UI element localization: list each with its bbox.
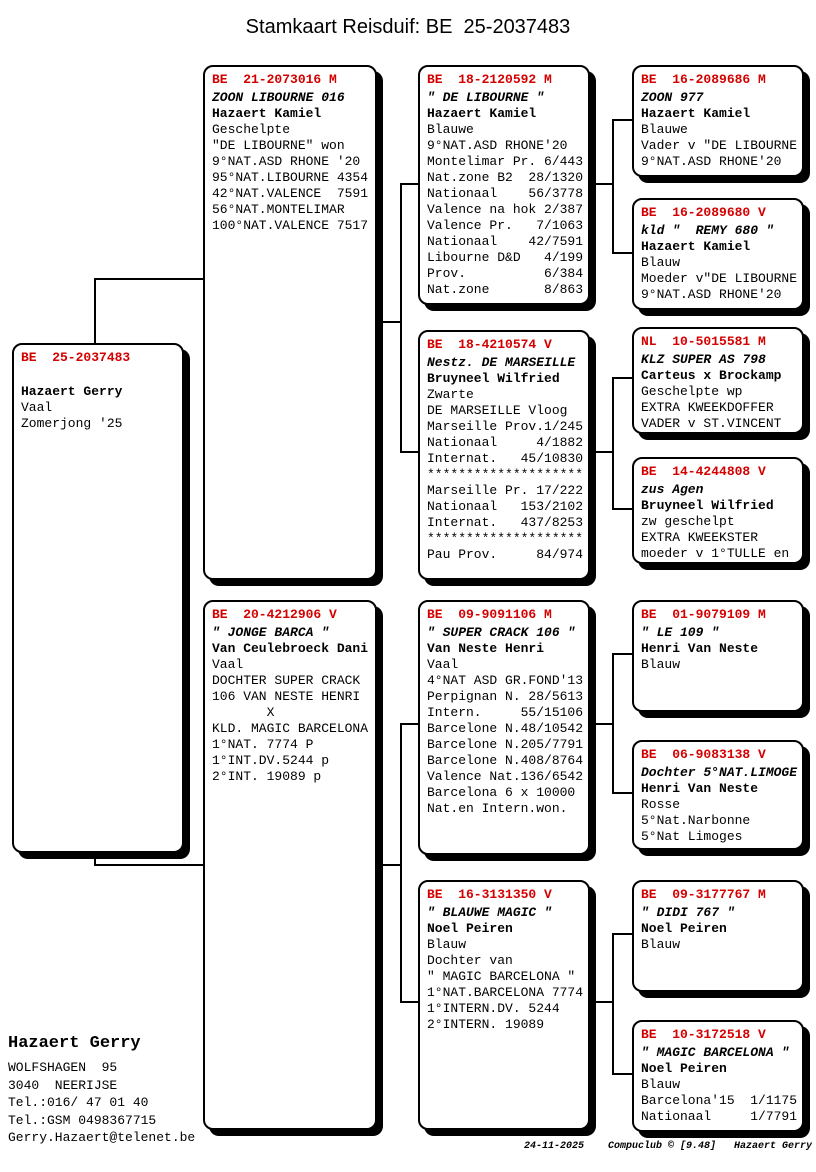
connector-line (590, 1001, 614, 1003)
pigeon-title: KLZ SUPER AS 798 (641, 352, 766, 367)
pigeon-details: zw geschelpt EXTRA KWEEKSTER moeder v 1°TULLE en (641, 514, 790, 561)
breeder-name: Hazaert Kamiel (212, 106, 322, 121)
ring-number: BE 18-4210574 V (427, 337, 552, 352)
pigeon-details: Blauw Moeder v"DE LIBOURNE 9°NAT.ASD RHONE'20 (641, 255, 798, 302)
connector-line (612, 933, 632, 935)
pedigree-box-dam-sire (418, 600, 590, 855)
pigeon-details: Geschelpte "DE LIBOURNE" won 9°NAT.ASD RHONE '20 95°NAT.LIBOURNE 4354 42°NAT.VALENCE 7591 56°NAT.MONTELIMAR 100°NAT.VALENCE 7517 (212, 122, 369, 233)
pigeon-title: ZOON 977 (641, 90, 704, 105)
connector-line (612, 653, 632, 655)
footer-credit: 24-11-2025 Compuclub © [9.48] Hazaert Gerry (523, 1141, 812, 1152)
ring-number: BE 16-2089680 V (641, 205, 766, 220)
page-title: Stamkaart Reisduif: BE 25-2037483 (245, 16, 571, 38)
connector-line (400, 183, 418, 185)
pedigree-box-sire-sire-dam (632, 198, 804, 310)
breeder-name: Henri Van Neste (641, 641, 759, 656)
breeder-name: Bruyneel Wilfried (427, 371, 560, 386)
breeder-name: Henri Van Neste (641, 781, 759, 796)
pigeon-title: " SUPER CRACK 106 " (427, 625, 576, 640)
breeder-name: Van Neste Henri (427, 641, 545, 656)
connector-line (377, 321, 402, 323)
pedigree-box-dam-dam-dam (632, 1020, 804, 1132)
pedigree-box-sire-sire (418, 65, 590, 305)
pigeon-title: " MAGIC BARCELONA " (641, 1045, 790, 1060)
pedigree-box-dam-sire-dam (632, 740, 804, 850)
connector-line (400, 183, 402, 453)
breeder-name: Noel Peiren (427, 921, 513, 936)
connector-line (400, 723, 402, 1003)
connector-line (400, 451, 418, 453)
owner-contact: WOLFSHAGEN 95 3040 NEERIJSE Tel.:016/ 47 01 40 Tel.:GSM 0498367715 Gerry.Hazaert@telenet.be (8, 1060, 196, 1145)
pedigree-box-dam-dam-sire (632, 880, 804, 992)
ring-number: BE 21-2073016 M (212, 72, 337, 87)
breeder-name: Bruyneel Wilfried (641, 498, 774, 513)
pigeon-details: Blauw Dochter van " MAGIC BARCELONA " 1°NAT.BARCELONA 7774 1°INTERN.DV. 5244 2°INTERN. 19089 (427, 937, 584, 1032)
pigeon-title: " DE LIBOURNE " (427, 90, 545, 105)
breeder-name: Hazaert Kamiel (641, 239, 751, 254)
ring-number: BE 16-3131350 V (427, 887, 552, 902)
pigeon-details: Blauwe 9°NAT.ASD RHONE'20 Montelimar Pr. 6/443 Nat.zone B2 28/1320 Nationaal 56/3778 Valence na hok 2/387 Valence Pr. 7/1063 Nationaal 42/7591 Libourne D&D 4/199 Prov. 6/384 Nat.zone 8/863 (427, 122, 584, 297)
connector-line (612, 377, 632, 379)
ring-number: BE 14-4244808 V (641, 464, 766, 479)
pigeon-title: " BLAUWE MAGIC " (427, 905, 552, 920)
pigeon-title: " LE 109 " (641, 625, 720, 640)
connector-line (94, 278, 204, 280)
pigeon-details: Blauw (641, 937, 681, 952)
pedigree-box-dam-dam (418, 880, 590, 1130)
connector-line (612, 653, 614, 794)
ring-number: BE 01-9079109 M (641, 607, 766, 622)
connector-line (94, 278, 96, 345)
pigeon-title: kld " REMY 680 " (641, 223, 774, 238)
connector-line (94, 864, 204, 866)
pigeon-details: Vaal 4°NAT ASD GR.FOND'13 Perpignan N. 28/5613 Intern. 55/15106 Barcelone N.48/10542 Barcelone N.205/7791 Barcelone N.408/8764 Valence Nat.136/6542 Barcelona 6 x 10000 Nat.en Intern.won. (427, 657, 584, 816)
breeder-name: Van Ceulebroeck Dani (212, 641, 369, 656)
pigeon-title: " DIDI 767 " (641, 905, 735, 920)
ring-number: BE 09-9091106 M (427, 607, 552, 622)
owner-name: Hazaert Gerry (8, 1034, 141, 1053)
pigeon-title: " JONGE BARCA " (212, 625, 330, 640)
connector-line (612, 119, 614, 254)
connector-line (400, 723, 418, 725)
pedigree-box-sire-dam (418, 330, 590, 580)
connector-line (612, 119, 632, 121)
pigeon-title: ZOON LIBOURNE 016 (212, 90, 345, 105)
connector-line (400, 1001, 418, 1003)
ring-number: BE 25-2037483 (21, 350, 131, 365)
connector-line (377, 864, 402, 866)
connector-line (612, 252, 632, 254)
pedigree-box-dam-sire-sire (632, 600, 804, 712)
breeder-name: Noel Peiren (641, 921, 727, 936)
pigeon-details: Rosse 5°Nat.Narbonne 5°Nat Limoges (641, 797, 751, 844)
pedigree-box-sire (203, 65, 377, 580)
ring-number: BE 06-9083138 V (641, 747, 766, 762)
connector-line (612, 792, 632, 794)
pedigree-box-sire-dam-dam (632, 457, 804, 564)
ring-number: BE 16-2089686 M (641, 72, 766, 87)
connector-line (590, 451, 614, 453)
pigeon-details: Blauw Barcelona'15 1/1175 Nationaal 1/7791 (641, 1077, 798, 1124)
breeder-name: Hazaert Kamiel (641, 106, 751, 121)
connector-line (612, 1073, 632, 1075)
connector-line (612, 508, 632, 510)
pigeon-details: Zwarte DE MARSEILLE Vloog Marseille Prov.1/245 Nationaal 4/1882 Internat. 45/10830 ******************** Marseille Pr. 17/222 Nationaal 153/2102 Internat. 437/8253 ******************** Pau Prov. 84/974 (427, 387, 584, 562)
connector-line (612, 377, 614, 510)
owner-info (8, 1033, 308, 1147)
ring-number: BE 18-2120592 M (427, 72, 552, 87)
pigeon-details: Blauw (641, 657, 681, 672)
pigeon-title: zus Agen (641, 482, 704, 497)
pedigree-box-sire-dam-sire (632, 327, 804, 434)
pigeon-title (21, 368, 175, 384)
ring-number: BE 09-3177767 M (641, 887, 766, 902)
pigeon-title: Nestz. DE MARSEILLE (427, 355, 576, 370)
ring-number: BE 10-3172518 V (641, 1027, 766, 1042)
breeder-name: Hazaert Gerry (21, 384, 123, 399)
breeder-name: Noel Peiren (641, 1061, 727, 1076)
pigeon-details: Vaal DOCHTER SUPER CRACK 106 VAN NESTE HENRI X KLD. MAGIC BARCELONA 1°NAT. 7774 P 1°INT.DV.5244 p 2°INT. 19089 p (212, 657, 369, 784)
pedigree-box-sire-sire-sire (632, 65, 804, 177)
breeder-name: Hazaert Kamiel (427, 106, 537, 121)
pigeon-details: Blauwe Vader v "DE LIBOURNE 9°NAT.ASD RHONE'20 (641, 122, 798, 169)
pigeon-details: Vaal Zomerjong '25 (21, 400, 123, 431)
connector-line (612, 933, 614, 1075)
pigeon-details: Geschelpte wp EXTRA KWEEKDOFFER VADER v ST.VINCENT (641, 384, 782, 431)
ring-number: NL 10-5015581 M (641, 334, 766, 349)
breeder-name: Carteus x Brockamp (641, 368, 782, 383)
ring-number: BE 20-4212906 V (212, 607, 337, 622)
pedigree-box-subject (12, 343, 184, 853)
connector-line (590, 723, 614, 725)
connector-line (590, 183, 614, 185)
pigeon-title: Dochter 5°NAT.LIMOGE (641, 765, 798, 780)
